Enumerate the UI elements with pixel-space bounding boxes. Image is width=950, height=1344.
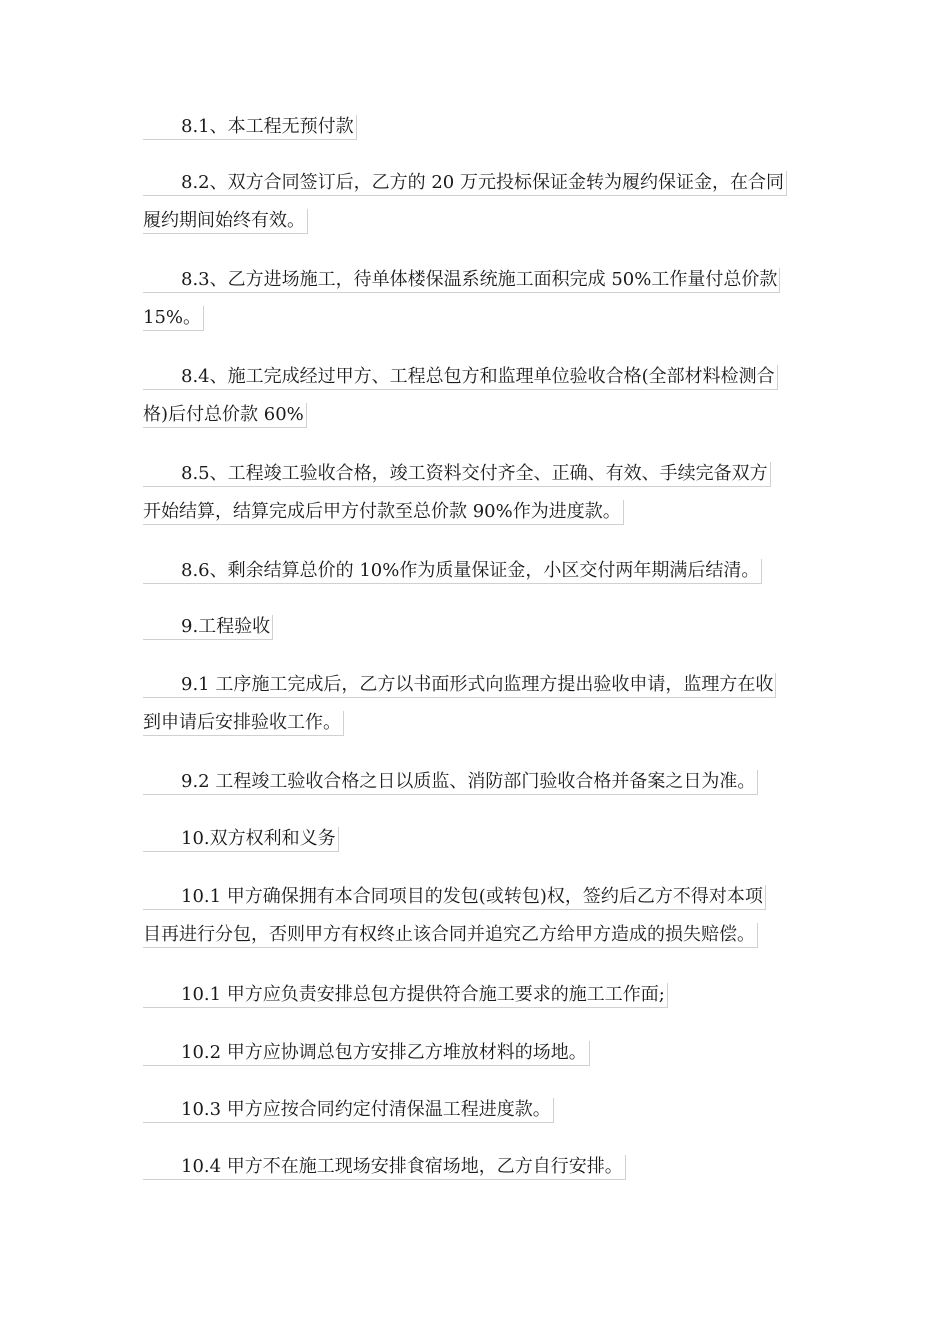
paragraph-8-4: [143, 365, 807, 427]
paragraph-line: [143, 268, 807, 292]
line-text: 10.2 甲方应协调总包方安排乙方堆放材料的场地。: [143, 1041, 590, 1066]
line-text: 9.2 工程竣工验收合格之日以质监、消防部门验收合格并备案之日为准。: [143, 770, 758, 795]
line-text: 履约期间始终有效。: [143, 209, 308, 234]
line-text: 8.5、工程竣工验收合格，竣工资料交付齐全、正确、有效、手续完备双方: [143, 462, 771, 487]
paragraph-10-4: [143, 1155, 807, 1179]
paragraph-9-1: [143, 673, 807, 735]
paragraph-line: [143, 615, 807, 639]
paragraph-line: [143, 923, 807, 947]
paragraph-line: [143, 115, 807, 139]
line-text: 8.1、本工程无预付款: [143, 115, 357, 140]
heading-10: [143, 827, 807, 851]
line-text: 10.3 甲方应按合同约定付清保温工程进度款。: [143, 1098, 554, 1123]
paragraph-line: [143, 209, 807, 233]
paragraph-8-6: [143, 559, 807, 583]
line-text: 10.1 甲方应负责安排总包方提供符合施工要求的施工工作面;: [143, 983, 668, 1008]
paragraph-line: [143, 1041, 807, 1065]
line-text: 10.双方权利和义务: [143, 827, 339, 852]
line-text: 10.4 甲方不在施工现场安排食宿场地，乙方自行安排。: [143, 1155, 626, 1180]
paragraph-line: [143, 500, 807, 524]
paragraph-line: [143, 673, 807, 697]
paragraph-line: [143, 1155, 807, 1179]
paragraph-8-2: [143, 171, 807, 233]
paragraph-8-3: [143, 268, 807, 330]
paragraph-line: [143, 770, 807, 794]
line-text: 8.6、剩余结算总价的 10%作为质量保证金，小区交付两年期满后结清。: [143, 559, 762, 584]
heading-9: [143, 615, 807, 639]
paragraph-line: [143, 462, 807, 486]
paragraph-line: [143, 365, 807, 389]
line-text: 9.1 工序施工完成后，乙方以书面形式向监理方提出验收申请，监理方在收: [143, 673, 776, 698]
paragraph-line: [143, 983, 807, 1007]
paragraph-8-5: [143, 462, 807, 524]
line-text: 9.工程验收: [143, 615, 273, 640]
line-text: 8.4、施工完成经过甲方、工程总包方和监理单位验收合格(全部材料检测合: [143, 365, 778, 390]
paragraph-line: [143, 885, 807, 909]
paragraph-10-2: [143, 1041, 807, 1065]
line-text: 10.1 甲方确保拥有本合同项目的发包(或转包)权，签约后乙方不得对本项: [143, 885, 766, 910]
paragraph-line: [143, 306, 807, 330]
paragraph-line: [143, 711, 807, 735]
paragraph-line: [143, 171, 807, 195]
paragraph-line: [143, 403, 807, 427]
paragraph-8-1: [143, 115, 807, 139]
line-text: 8.3、乙方进场施工，待单体楼保温系统施工面积完成 50%工作量付总价款: [143, 268, 780, 293]
paragraph-10-1b: [143, 983, 807, 1007]
line-text: 目再进行分包，否则甲方有权终止该合同并追究乙方给甲方造成的损失赔偿。: [143, 923, 758, 948]
line-text: 15%。: [143, 306, 204, 331]
paragraph-10-3: [143, 1098, 807, 1122]
line-text: 格)后付总价款 60%: [143, 403, 307, 428]
paragraph-10-1a: [143, 885, 807, 947]
line-text: 开始结算，结算完成后甲方付款至总价款 90%作为进度款。: [143, 500, 624, 525]
paragraph-9-2: [143, 770, 807, 794]
paragraph-line: [143, 559, 807, 583]
line-text: 到申请后安排验收工作。: [143, 711, 344, 736]
paragraph-line: [143, 827, 807, 851]
paragraph-line: [143, 1098, 807, 1122]
line-text: 8.2、双方合同签订后，乙方的 20 万元投标保证金转为履约保证金，在合同: [143, 171, 787, 196]
